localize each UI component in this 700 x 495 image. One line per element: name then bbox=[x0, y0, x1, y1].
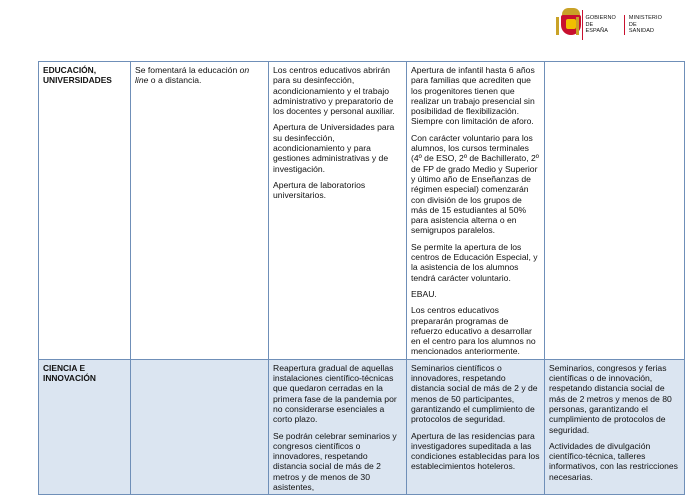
phase-0-cell bbox=[131, 359, 269, 495]
phase-0-cell: Se fomentará la educación on line o a distancia. bbox=[131, 62, 269, 360]
gobierno-label: GOBIERNO DE ESPAÑA bbox=[585, 15, 616, 35]
ministerio-label: MINISTERIO DE SANIDAD bbox=[624, 15, 662, 35]
phase-3-cell bbox=[545, 62, 685, 360]
sector-label: CIENCIA E INNOVACIÓN bbox=[39, 359, 131, 495]
table-row-educacion bbox=[39, 62, 685, 360]
phase-1-cell: Reapertura gradual de aquellas instalaciones científico-técnicas que quedaron cerradas en la primera fase de la pandemia por no considerarse esenciales a corto plazo. Se podrán celebrar seminarios y congresos científicos o innovadores, respetando distancia social de más de 2 metros y de menos de 30 asistentes, bbox=[269, 359, 407, 495]
phase-3-cell: Seminarios, congresos y ferias científicas o de innovación, respetando distancia social de más de 2 metros y menos de 80 personas, garantizando el cumplimiento de protocolos de seguridad. Actividades de divulgación científico-técnica, talleres informativos, con las restricciones necesarias. bbox=[545, 359, 685, 495]
phase-2-cell: Seminarios científicos o innovadores, respetando distancia social de más de 2 y de menos de 50 participantes, garantizando el cumplimiento de protocolos de seguridad. Apertura de las residencias para investigadores supeditada a las condiciones establecidas para los establecimientos hoteleros. bbox=[407, 359, 545, 495]
sector-label: EDUCACIÓN, UNIVERSIDADES bbox=[39, 62, 131, 360]
government-logo bbox=[556, 6, 662, 44]
phase-2-cell: Apertura de infantil hasta 6 años para familias que acrediten que los progenitores tienen que realizar un trabajo presencial sin posibilidad de flexibilización. Siempre con limitación de aforo. Con carácter voluntario para los alumnos, los cursos terminales (4º de ESO, 2º de Bachillerato, 2º de FP de grado Medio y Superior y último año de Enseñanzas de régimen especial) comenzarán con división de los grupos de más de 15 estudiantes al 50% para asistencia alterna o en semigrupos paralelos. Se permite la apertura de los centros de Educación Especial, y la asistencia de los alumnos tendrá carácter voluntario. EBAU. Los centros educativos prepararán programas de refuerzo educativo a desarrollar en el centro para los alumnos no mencionados anteriormente. bbox=[407, 62, 545, 360]
logo-divider bbox=[582, 10, 583, 40]
coat-of-arms-icon bbox=[556, 8, 579, 42]
table-row-ciencia bbox=[39, 359, 685, 495]
measures-table bbox=[38, 61, 685, 495]
phase-1-cell: Los centros educativos abrirán para su desinfección, acondicionamiento y el trabajo administrativo y preparatorio de los docentes y personal auxiliar. Apertura de Universidades para su desinfección, acondicionamiento y para gestiones administrativas y de investigación. Apertura de laboratorios universitarios. bbox=[269, 62, 407, 360]
